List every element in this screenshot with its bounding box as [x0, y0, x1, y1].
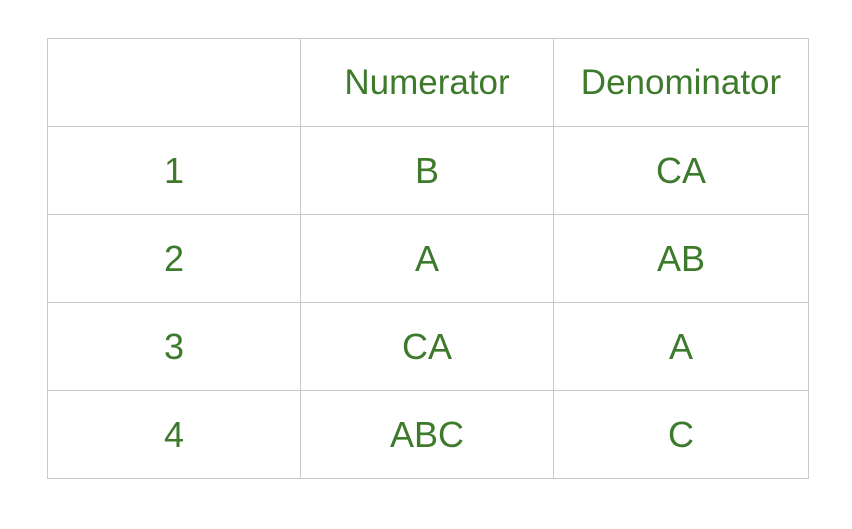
- row-index-cell: 4: [48, 391, 301, 479]
- numerator-cell: A: [301, 215, 554, 303]
- numerator-cell: ABC: [301, 391, 554, 479]
- numerator-cell: CA: [301, 303, 554, 391]
- numerator-cell: B: [301, 127, 554, 215]
- denominator-cell: AB: [554, 215, 809, 303]
- header-cell-empty: [48, 39, 301, 127]
- denominator-cell: CA: [554, 127, 809, 215]
- row-index-cell: 1: [48, 127, 301, 215]
- table-row: [48, 303, 809, 391]
- header-cell-numerator: Numerator: [301, 39, 554, 127]
- row-index-cell: 3: [48, 303, 301, 391]
- header-cell-denominator: Denominator: [554, 39, 809, 127]
- table-row: [48, 215, 809, 303]
- fraction-table: [47, 38, 809, 479]
- denominator-cell: A: [554, 303, 809, 391]
- denominator-cell: C: [554, 391, 809, 479]
- table-row: [48, 391, 809, 479]
- row-index-cell: 2: [48, 215, 301, 303]
- table-row: [48, 127, 809, 215]
- header-row: [48, 39, 809, 127]
